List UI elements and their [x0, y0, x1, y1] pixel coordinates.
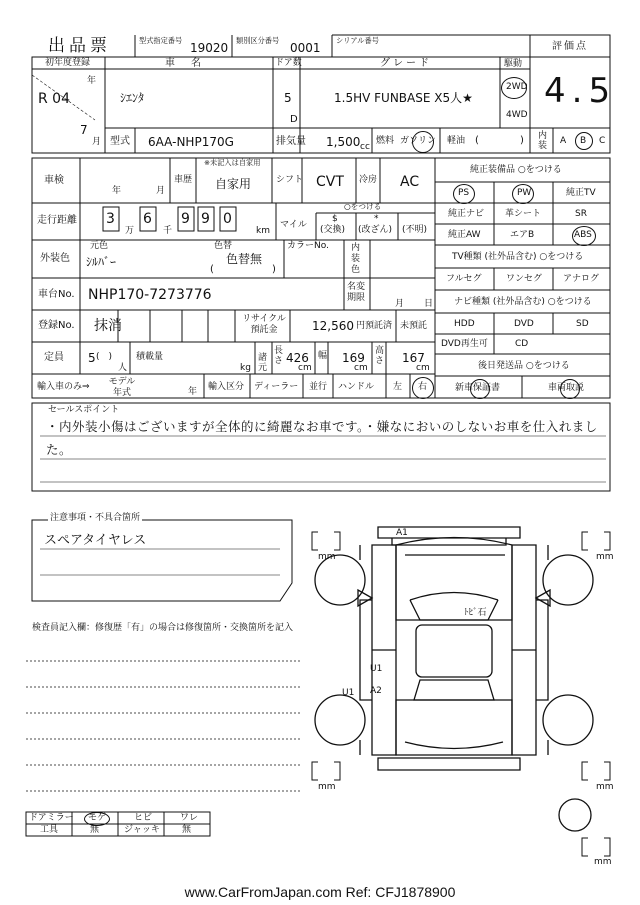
model-number: 19020	[190, 41, 229, 55]
chassis-value: NHP170-7273776	[88, 287, 212, 303]
car-name-label: 車 名	[165, 58, 204, 69]
equip-ps-circle-mark	[453, 184, 475, 204]
grade-value: 1.5HV FUNBASE X5人★	[334, 91, 473, 105]
repaint-label: 色替	[214, 241, 233, 251]
load-label: 積載量	[136, 352, 164, 362]
history-value: 自家用	[215, 177, 252, 191]
tv-analog: アナログ	[563, 274, 600, 284]
model-year-unit: 年	[188, 387, 198, 397]
equip-pw: PW	[517, 188, 532, 198]
height-label: 高さ	[375, 346, 385, 366]
serial-label: シリアル番号	[336, 37, 379, 46]
name-period-label: 名変期限	[347, 282, 366, 303]
capacity-person-unit: 人	[118, 363, 128, 373]
mm-rear-right: mm	[596, 782, 614, 792]
height-value: 167	[402, 351, 425, 365]
tv-fullseg: フルセグ	[446, 274, 482, 284]
mirror-r4: 無	[182, 825, 192, 835]
import-type-label: 輸入区分	[208, 382, 245, 392]
parallel-label: 並行	[309, 382, 328, 392]
fuel-circle-mark	[412, 131, 434, 153]
length-cm-unit: cm	[298, 363, 312, 373]
navi-sd: SD	[576, 319, 589, 329]
first-reg-label: 初年度登録	[45, 58, 91, 68]
mileage-digit-4: 9	[201, 211, 210, 227]
car-diagram	[315, 527, 593, 831]
tv-header: TV種類 (社外品含む) ○をつける	[452, 252, 584, 262]
mileage-tampered: (改ざん)	[358, 225, 393, 235]
equip-navi: 純正ナビ	[448, 209, 485, 219]
history-label: 車歴	[174, 175, 193, 185]
doors-value: 5	[284, 91, 292, 105]
equip-ps: PS	[458, 188, 470, 198]
equip-abs-circle-mark	[572, 226, 596, 246]
first-reg-month-unit: 月	[92, 137, 102, 147]
width-label: 幅	[318, 351, 328, 361]
color-no-label: カラーNo.	[287, 241, 329, 251]
sales-label: セールスポイント	[48, 405, 120, 415]
load-kg-unit: kg	[240, 363, 251, 373]
damage-a1: A1	[396, 528, 408, 538]
first-reg-month: 7	[80, 123, 88, 137]
mirror-h2-circle-mark	[84, 812, 110, 826]
caution-label: 注意事項・不具合箇所	[50, 513, 141, 523]
unpaid-label: 未預託	[400, 321, 428, 331]
mileage-man-unit: 万	[125, 226, 135, 236]
mileage-exchange: (交換)	[320, 225, 346, 235]
interior-color-label: 内装色	[351, 243, 361, 275]
type-label: 型式	[110, 136, 130, 147]
footer-watermark: www.CarFromJapan.com Ref: CFJ1878900	[184, 884, 456, 900]
mileage-digit-1: 3	[106, 211, 115, 227]
name-period-day: 日	[424, 299, 434, 309]
ac-value: AC	[400, 174, 420, 190]
dealer-label: ディーラー	[254, 382, 299, 392]
mm-front-right: mm	[596, 552, 614, 562]
car-name-value: ｼｴﾝﾀ	[120, 91, 145, 105]
shift-label: シフト	[276, 175, 304, 185]
shift-value: CVT	[316, 174, 344, 190]
mirror-h1: ドアミラー	[29, 813, 74, 823]
dims-label: 諸元	[258, 353, 268, 373]
mm-spare: mm	[594, 857, 612, 867]
first-reg-era: R 04	[38, 91, 70, 107]
mirror-h4: ワレ	[180, 813, 199, 823]
length-value: 426	[286, 351, 309, 365]
mirror-r3: ジャッキ	[124, 825, 160, 835]
capacity-paren: ( )	[96, 352, 113, 362]
right-circle-mark	[412, 377, 434, 399]
fuel-label: 燃料	[376, 136, 395, 146]
doors-label: ドア数	[275, 58, 302, 68]
diesel-paren-close: )	[520, 135, 524, 146]
later-manual-circle-mark	[560, 379, 580, 399]
mileage-km-unit: km	[256, 226, 270, 236]
mileage-digit-3: 9	[181, 211, 190, 227]
mileage-label: 走行距離	[37, 215, 77, 226]
interior-b-circle-mark	[575, 132, 593, 150]
interior-a: A	[560, 136, 567, 146]
mm-rear-left: mm	[318, 782, 336, 792]
equip-abs: ABS	[574, 230, 592, 240]
repaint-value: 色替無	[226, 252, 263, 266]
mirror-h2: モゲ	[88, 813, 107, 823]
import-label: 輸入車のみ⇒	[37, 382, 90, 392]
drive-4wd: 4WD	[506, 110, 528, 120]
interior-c: C	[599, 136, 606, 146]
tv-oneseg: ワンセグ	[506, 274, 543, 284]
caution-line-1: スペアタイヤレス	[44, 533, 147, 548]
mileage-sen-unit: 千	[163, 226, 173, 236]
mirror-h3: ヒビ	[134, 813, 153, 823]
equip-tv: 純正TV	[566, 188, 596, 198]
mile-label: マイル	[280, 220, 307, 230]
width-cm-unit: cm	[354, 363, 368, 373]
orig-color-value: ｼﾙﾊﾞｰ	[86, 255, 117, 269]
mileage-digit-2: 6	[143, 211, 152, 227]
sales-line-2: た。	[46, 442, 73, 457]
mileage-star: *	[374, 214, 379, 224]
left-label: 左	[393, 382, 403, 392]
reg-no-label: 登録No.	[38, 320, 75, 331]
name-period-month: 月	[395, 299, 405, 309]
recycle-unit: 円預託済	[356, 321, 393, 331]
grade-point-label: 評価点	[552, 41, 588, 52]
mileage-unknown: (不明)	[402, 225, 428, 235]
damage-u1-side: U1	[342, 688, 355, 698]
displacement-label: 排気量	[276, 136, 306, 147]
capacity-label: 定員	[44, 352, 64, 363]
mirror-r1: 工具	[40, 825, 59, 835]
repaint-paren-open: (	[210, 264, 214, 275]
type-value: 6AA-NHP170G	[148, 135, 234, 149]
diesel-paren-open: (	[475, 135, 479, 146]
diesel-label: 軽油	[447, 136, 466, 146]
grade-label: グレード	[380, 58, 432, 69]
damage-windshield: ﾄﾋﾞ石	[464, 608, 487, 618]
equip-airbag: エアB	[510, 230, 535, 240]
mileage-dollar: $	[332, 214, 338, 224]
door-suffix: D	[290, 114, 298, 125]
damage-a2-door: A2	[370, 686, 382, 696]
equip-pw-circle-mark	[512, 184, 534, 204]
orig-color-label: 元色	[90, 241, 109, 251]
grade-point-value: 4.5	[544, 71, 617, 111]
later-manual: 車両取説	[548, 383, 585, 393]
later-header: 後日発送品 ○をつける	[478, 361, 570, 371]
recycle-value: 12,560	[312, 319, 354, 333]
displacement-unit: cc	[360, 142, 370, 152]
sales-line-1: ・内外装小傷はございますが全体的に綺麗なお車です。・嫌なにおいのしないお車を仕入れまし	[46, 419, 598, 434]
inspection-month-unit: 月	[156, 186, 166, 196]
capacity-value: 5	[88, 351, 96, 365]
mileage-circle-note: ○をつける	[344, 203, 382, 212]
navi-hdd: HDD	[454, 319, 475, 329]
repaint-paren-close: )	[272, 264, 276, 275]
height-cm-unit: cm	[416, 363, 430, 373]
chassis-label: 車台No.	[38, 289, 75, 300]
later-warranty-circle-mark	[470, 379, 490, 399]
model-year-label: モデル年式	[108, 377, 136, 398]
class-number: 0001	[290, 41, 321, 55]
interior-b: B	[580, 136, 587, 146]
genuine-header: 純正装備品 ○をつける	[470, 165, 562, 175]
sheet-title: 出品票	[48, 36, 111, 56]
right-label: 右	[418, 382, 428, 392]
inspector-label: 検査員記入欄：修復歴「有」の場合は修復箇所・交換箇所を記入	[32, 623, 294, 633]
handle-label: ハンドル	[338, 382, 375, 392]
inspection-year-unit: 年	[112, 186, 122, 196]
equip-leather: 革シート	[505, 209, 542, 219]
reg-no-value: 抹消	[94, 318, 122, 334]
later-warranty: 新車保証書	[455, 383, 501, 393]
length-label: 長さ	[274, 346, 284, 366]
ac-label: 冷房	[359, 175, 378, 185]
mm-front-left: mm	[318, 552, 336, 562]
navi-cd: CD	[515, 339, 529, 349]
equip-sr: SR	[575, 209, 587, 219]
navi-dvd: DVD	[514, 319, 534, 329]
interior-label: 内装	[538, 131, 548, 151]
width-value: 169	[342, 351, 365, 365]
inspection-label: 車検	[44, 175, 64, 186]
model-number-label: 型式指定番号	[139, 37, 183, 46]
fuel-value: ガソリン	[400, 136, 437, 146]
drive-2wd-circle-mark	[501, 77, 527, 99]
drive-2wd: 2WD	[506, 82, 528, 92]
recycle-label: リサイクル預託金	[242, 314, 286, 335]
navi-header: ナビ種類 (社外品含む) ○をつける	[454, 297, 592, 307]
class-number-label: 類別区分番号	[236, 37, 280, 46]
mileage-digit-5: 0	[223, 211, 232, 227]
navi-dvd-playback: DVD再生可	[441, 339, 488, 349]
mirror-r2: 無	[90, 825, 100, 835]
damage-u1-door: U1	[370, 664, 383, 674]
unregistered-note: ※未記入は自家用	[204, 159, 261, 168]
equip-aw: 純正AW	[448, 230, 481, 240]
displacement-value: 1,500	[326, 135, 361, 149]
color-label: 外装色	[40, 253, 70, 264]
drive-label: 駆動	[504, 59, 523, 69]
first-reg-year-unit: 年	[87, 76, 97, 86]
